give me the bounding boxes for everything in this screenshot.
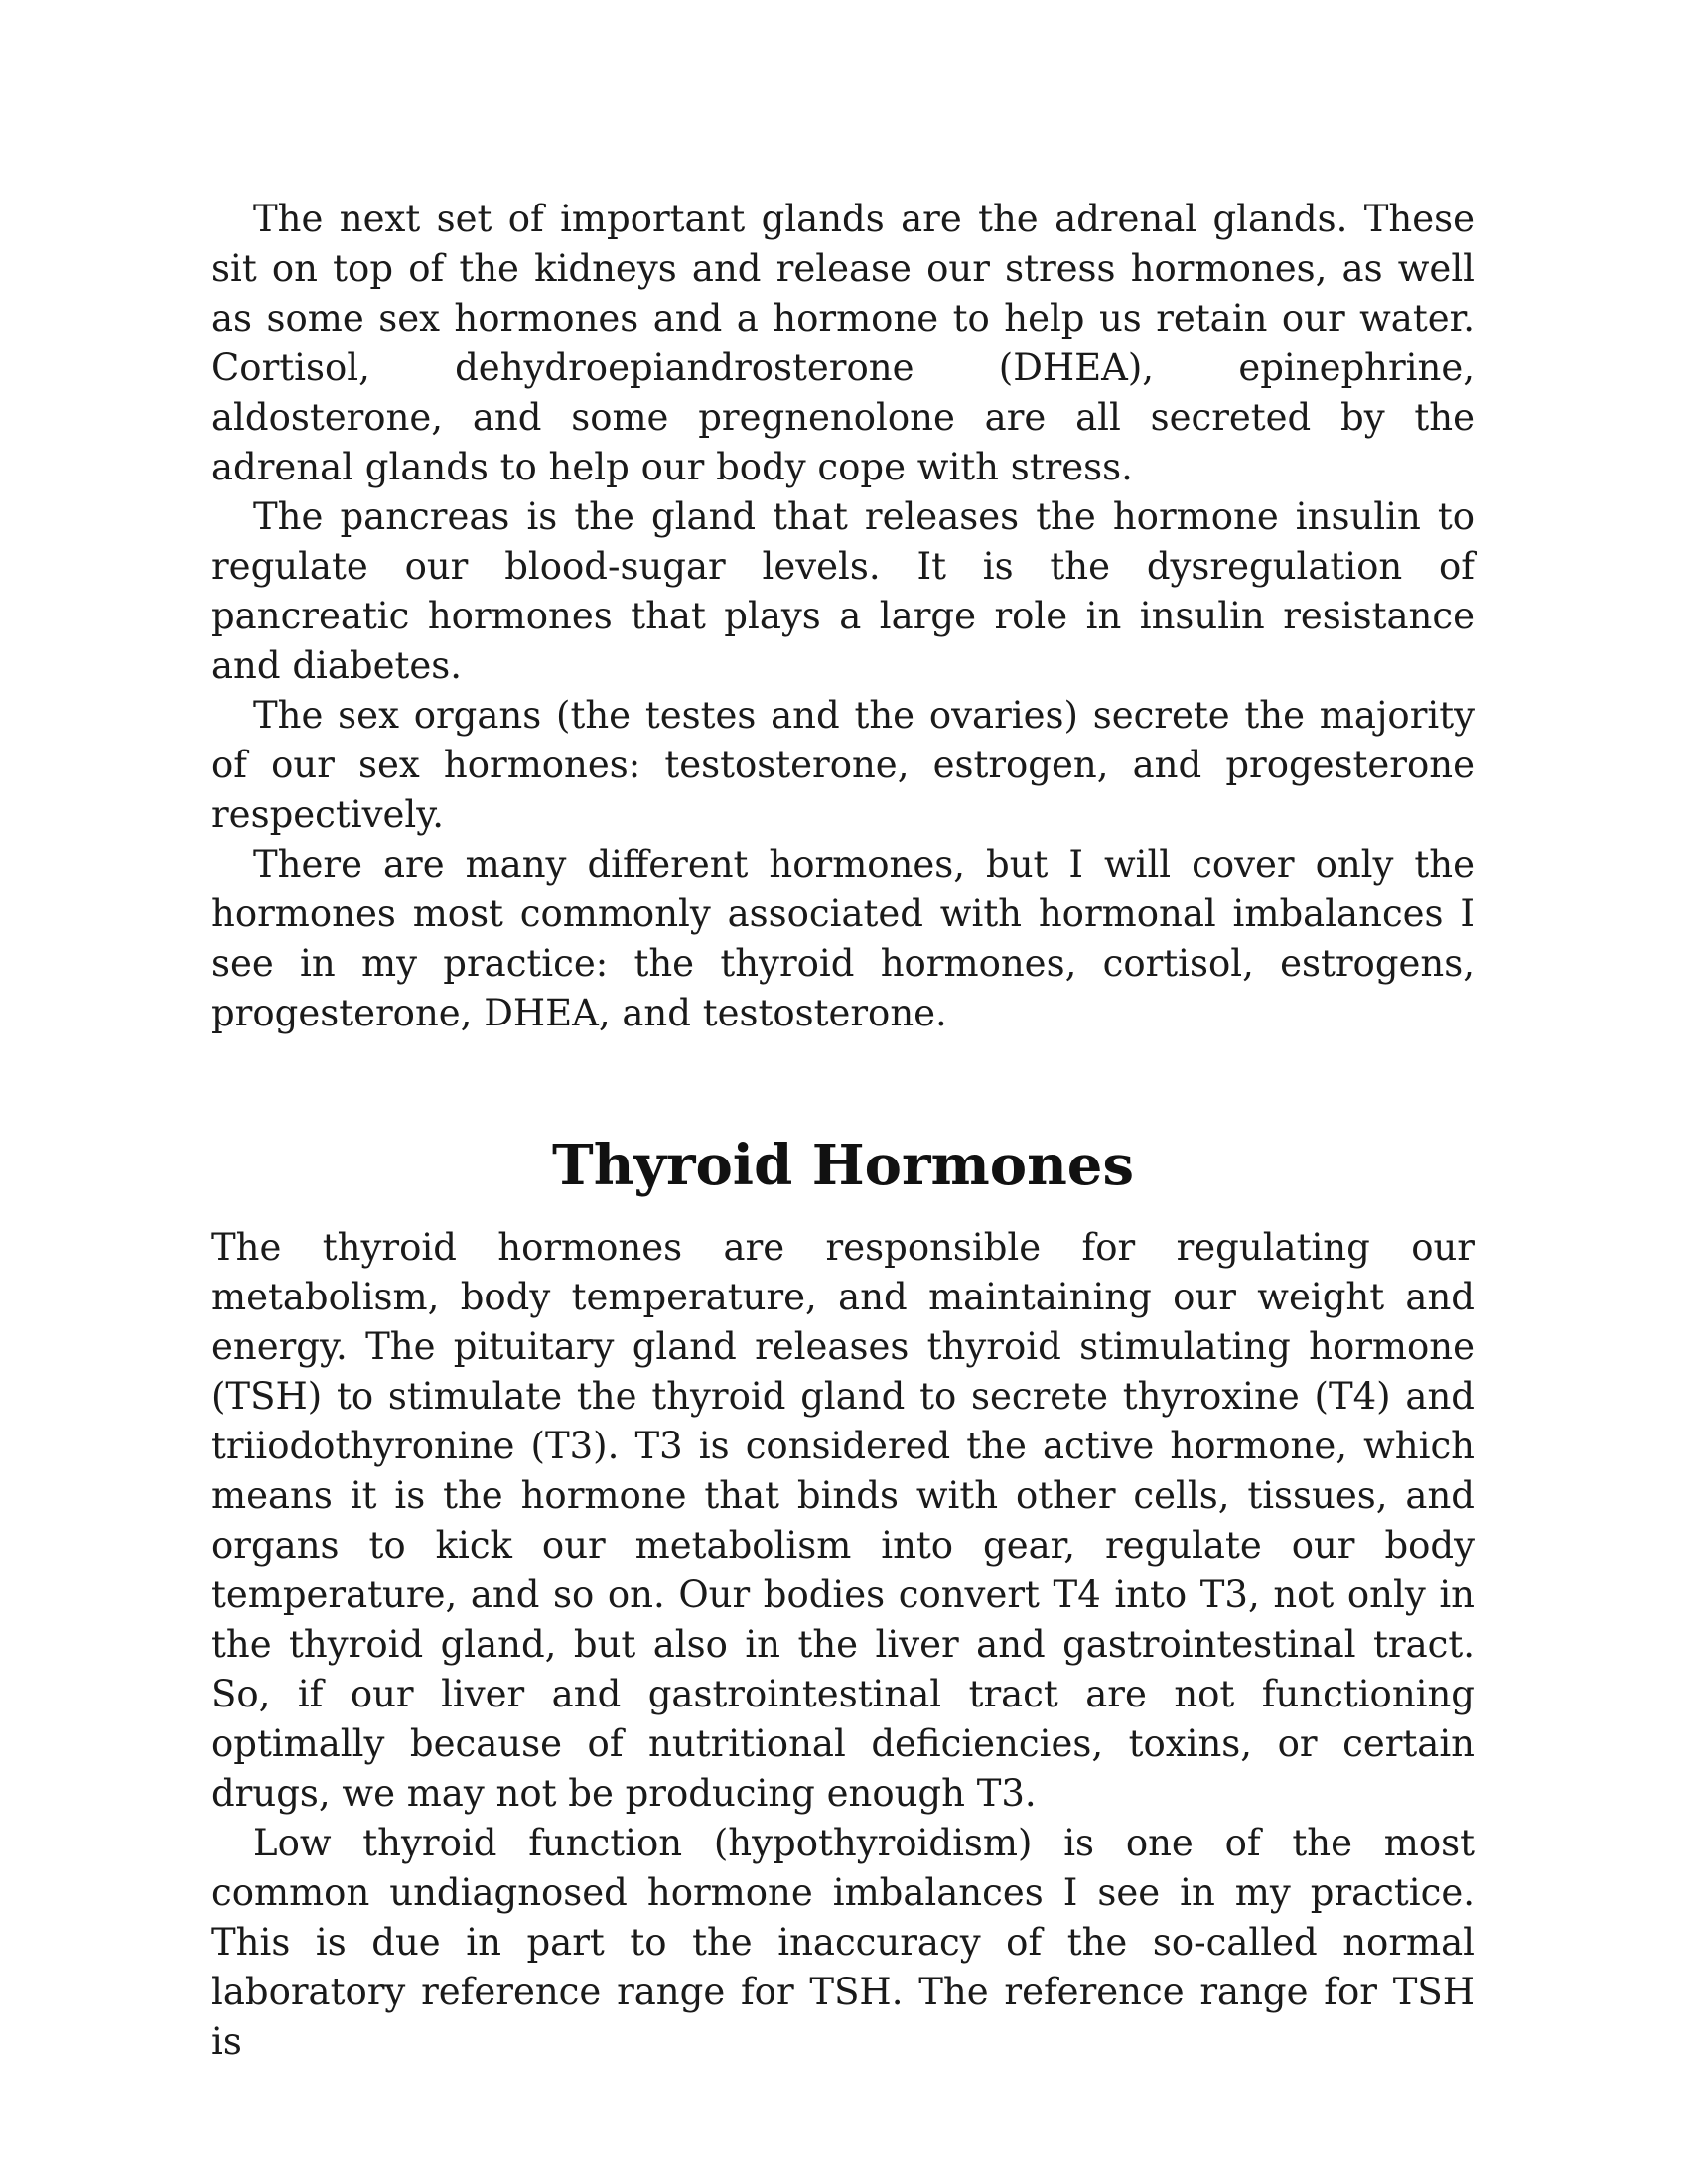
paragraph-thyroid-function: The thyroid hormones are responsible for regulating our metabolism, body temperature, and maintaining our weight and energy. The pituitary gland releases thyroid stimulating hormone (TSH) to stimulate the thyroid gland to secrete thyroxine (T4) and triiodothyronine (T3). T3 is considered the active hormone, which means it is the hormone that binds with other cells, tissues, and organs to kick our metabolism into gear, regulate our body temperature, and so on. Our bodies convert T4 into T3, not only in the thyroid gland, but also in the liver and gastrointestinal tract. So, if our liver and gastrointestinal tract are not functioning optimally because of nutritional deficiencies, toxins, or certain drugs, we may not be producing enough T3. [211,1226,1475,1815]
page-content [211,195,1475,2067]
paragraph-pancreas: The pancreas is the gland that releases the hormone insulin to regulate our blood-sugar levels. It is the dysregulation of pancreatic hormones that plays a large role in insulin resistance and diabetes. [211,495,1475,687]
paragraph-sex-organs: The sex organs (the testes and the ovaries) secrete the majority of our sex hormones: testosterone, estrogen, and progesterone respectively. [211,694,1475,836]
paragraph-adrenal-glands: The next set of important glands are the adrenal glands. These sit on top of the kidneys and release our stress hormones, as well as some sex hormones and a hormone to help us retain our water. Cortisol, dehydroepiandrosterone (DHEA), epinephrine, aldosterone, and some pregnenolone are all secreted by the adrenal glands to help our body cope with stress. [211,198,1475,488]
section-heading-thyroid-hormones: Thyroid Hormones [552,1133,1134,1198]
paragraph-hormones-overview: There are many different hormones, but I will cover only the hormones most commonly associated with hormonal imbalances I see in my practice: the thyroid hormones, cortisol, estrogens, progesterone, DHEA, and testosterone. [211,843,1475,1034]
paragraph-hypothyroidism: Low thyroid function (hypothyroidism) is one of the most common undiagnosed hormone imbalances I see in my practice. This is due in part to the inaccuracy of the so-called normal laboratory reference range for TSH. The reference range for TSH is [211,1822,1475,2063]
